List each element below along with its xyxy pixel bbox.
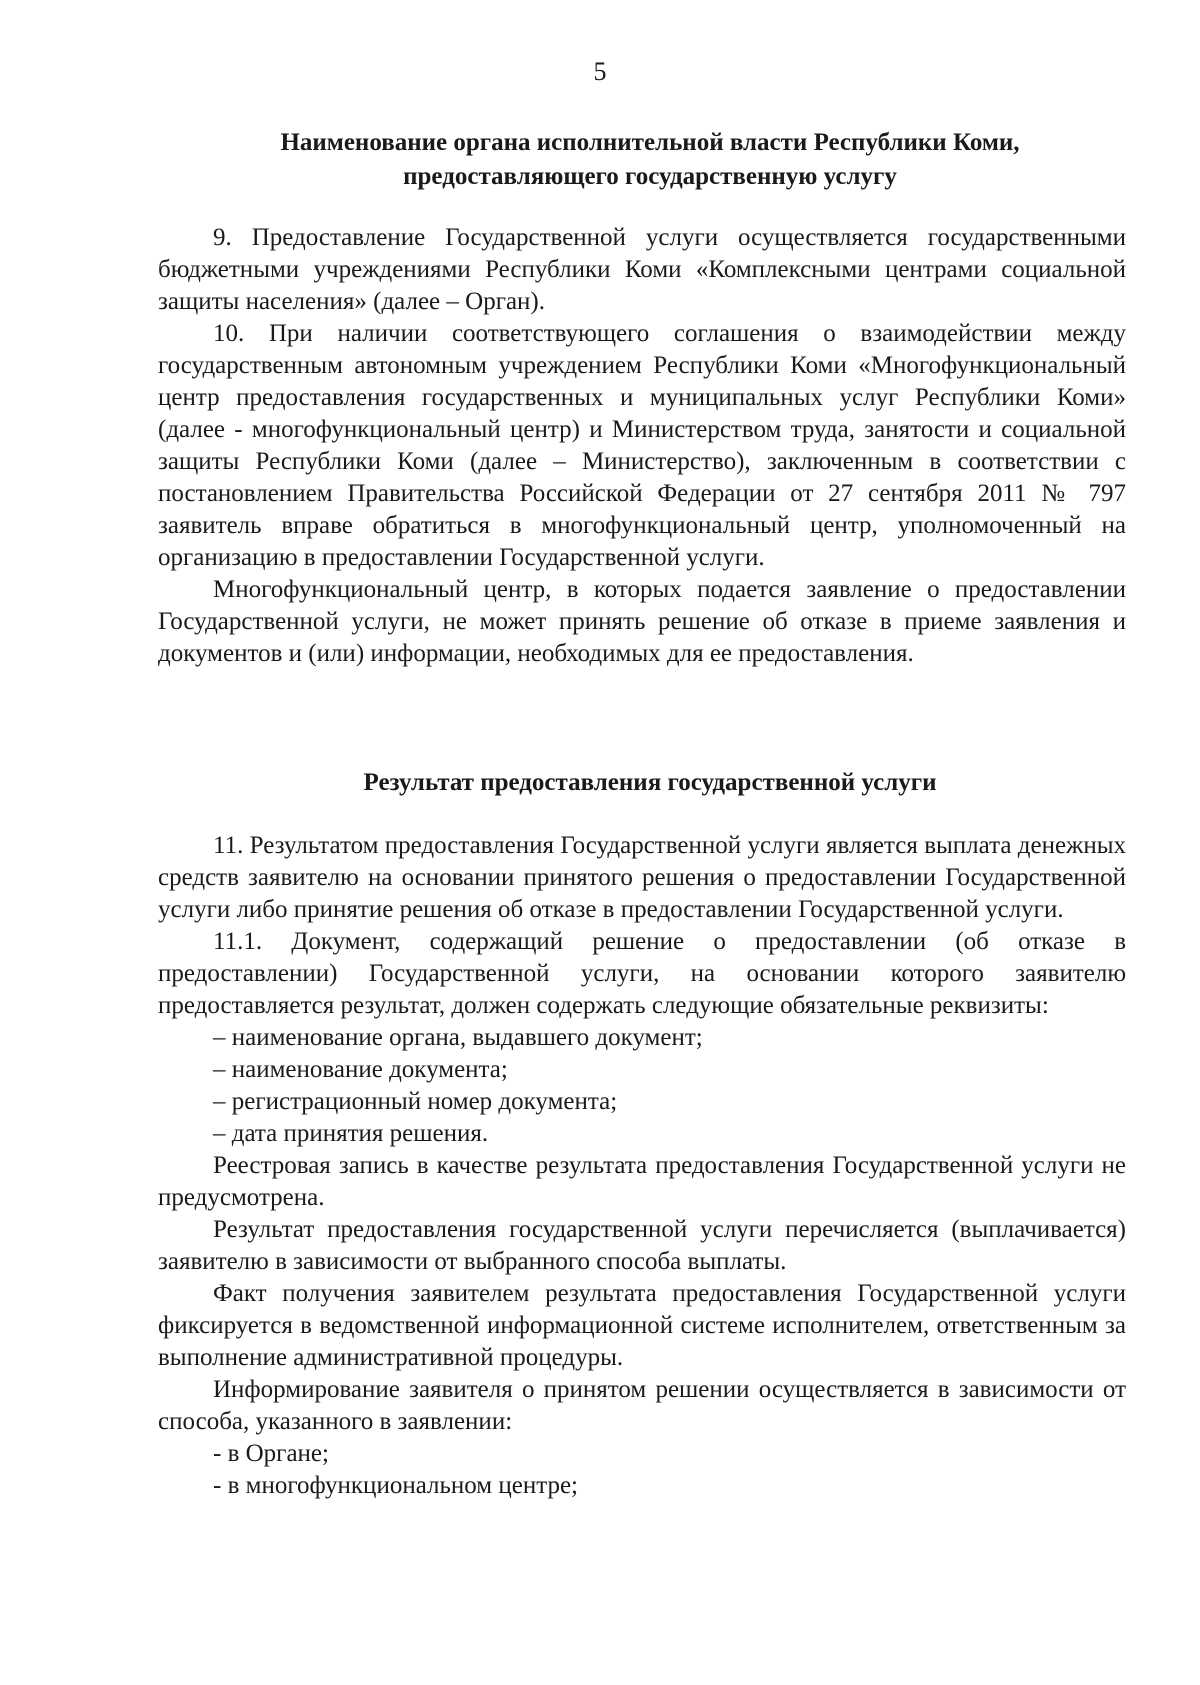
paragraph-9: 9. Предоставление Государственной услуги осуществляется государственными бюджетными учреждениями Республики Коми «Комплексными центрами социальной защиты населения» (далее – Орган).: [158, 224, 1126, 315]
list-item: - в Органе;: [213, 1440, 329, 1467]
heading-line: Результат предоставления государственной услуги: [363, 769, 937, 796]
list-item: – наименование органа, выдавшего документ;: [213, 1024, 703, 1051]
list-item: - в многофункциональном центре;: [213, 1472, 578, 1499]
page-number: 5: [593, 57, 607, 86]
paragraph-mfc: Многофункциональный центр, в которых подается заявление о предоставлении Государственной услуги, не может принять решение об отказе в приеме заявления и документов и (или) информации, необходимых для ее предоставления.: [158, 576, 1126, 667]
paragraph-registry: Реестровая запись в качестве результата предоставления Государственной услуги не предусмотрена.: [158, 1152, 1126, 1211]
paragraph-transfer: Результат предоставления государственной услуги перечисляется (выплачивается) заявителю в зависимости от выбранного способа выплаты.: [158, 1216, 1126, 1275]
section-body-result: [158, 830, 1126, 1502]
paragraph-11-1: 11.1. Документ, содержащий решение о предоставлении (об отказе в предоставлении) Государственной услуги, на основании которого заявителю предоставляется результат, должен содержать следующие обязательные реквизиты:: [158, 928, 1126, 1019]
list-item: – наименование документа;: [213, 1056, 508, 1083]
paragraph-11: 11. Результатом предоставления Государственной услуги является выплата денежных средств заявителю на основании принятого решения о предоставлении Государственной услуги либо принятие решения об отказе в предоставлении Государственной услуги.: [158, 832, 1126, 923]
paragraph-fact: Факт получения заявителем результата предоставления Государственной услуги фиксируется в ведомственной информационной системе исполнителем, ответственным за выполнение административной процедуры.: [158, 1280, 1126, 1371]
list-item: – регистрационный номер документа;: [213, 1088, 618, 1115]
heading-line: Наименование органа исполнительной власти Республики Коми,: [280, 129, 1020, 156]
paragraph-informing: Информирование заявителя о принятом решении осуществляется в зависимости от способа, указанного в заявлении:: [158, 1376, 1126, 1435]
list-item: – дата принятия решения.: [213, 1120, 489, 1147]
paragraph-10: 10. При наличии соответствующего соглашения о взаимодействии между государственным автономным учреждением Республики Коми «Многофункциональный центр предоставления государственных и муниципальных услуг Республики Коми» (далее - многофункциональный центр) и Министерством труда, занятости и социальной защиты Республики Коми (далее – Министерство), заключенным в соответствии с постановлением Правительства Российской Федерации от 27 сентября 2011 № 797 заявитель вправе обратиться в многофункциональный центр, уполномоченный на организацию в предоставлении Государственной услуги.: [158, 320, 1126, 571]
section-heading-authority: [160, 126, 1140, 194]
section-heading-result: [160, 766, 1140, 800]
heading-line: предоставляющего государственную услугу: [403, 163, 897, 190]
section-body-authority: [158, 222, 1126, 670]
